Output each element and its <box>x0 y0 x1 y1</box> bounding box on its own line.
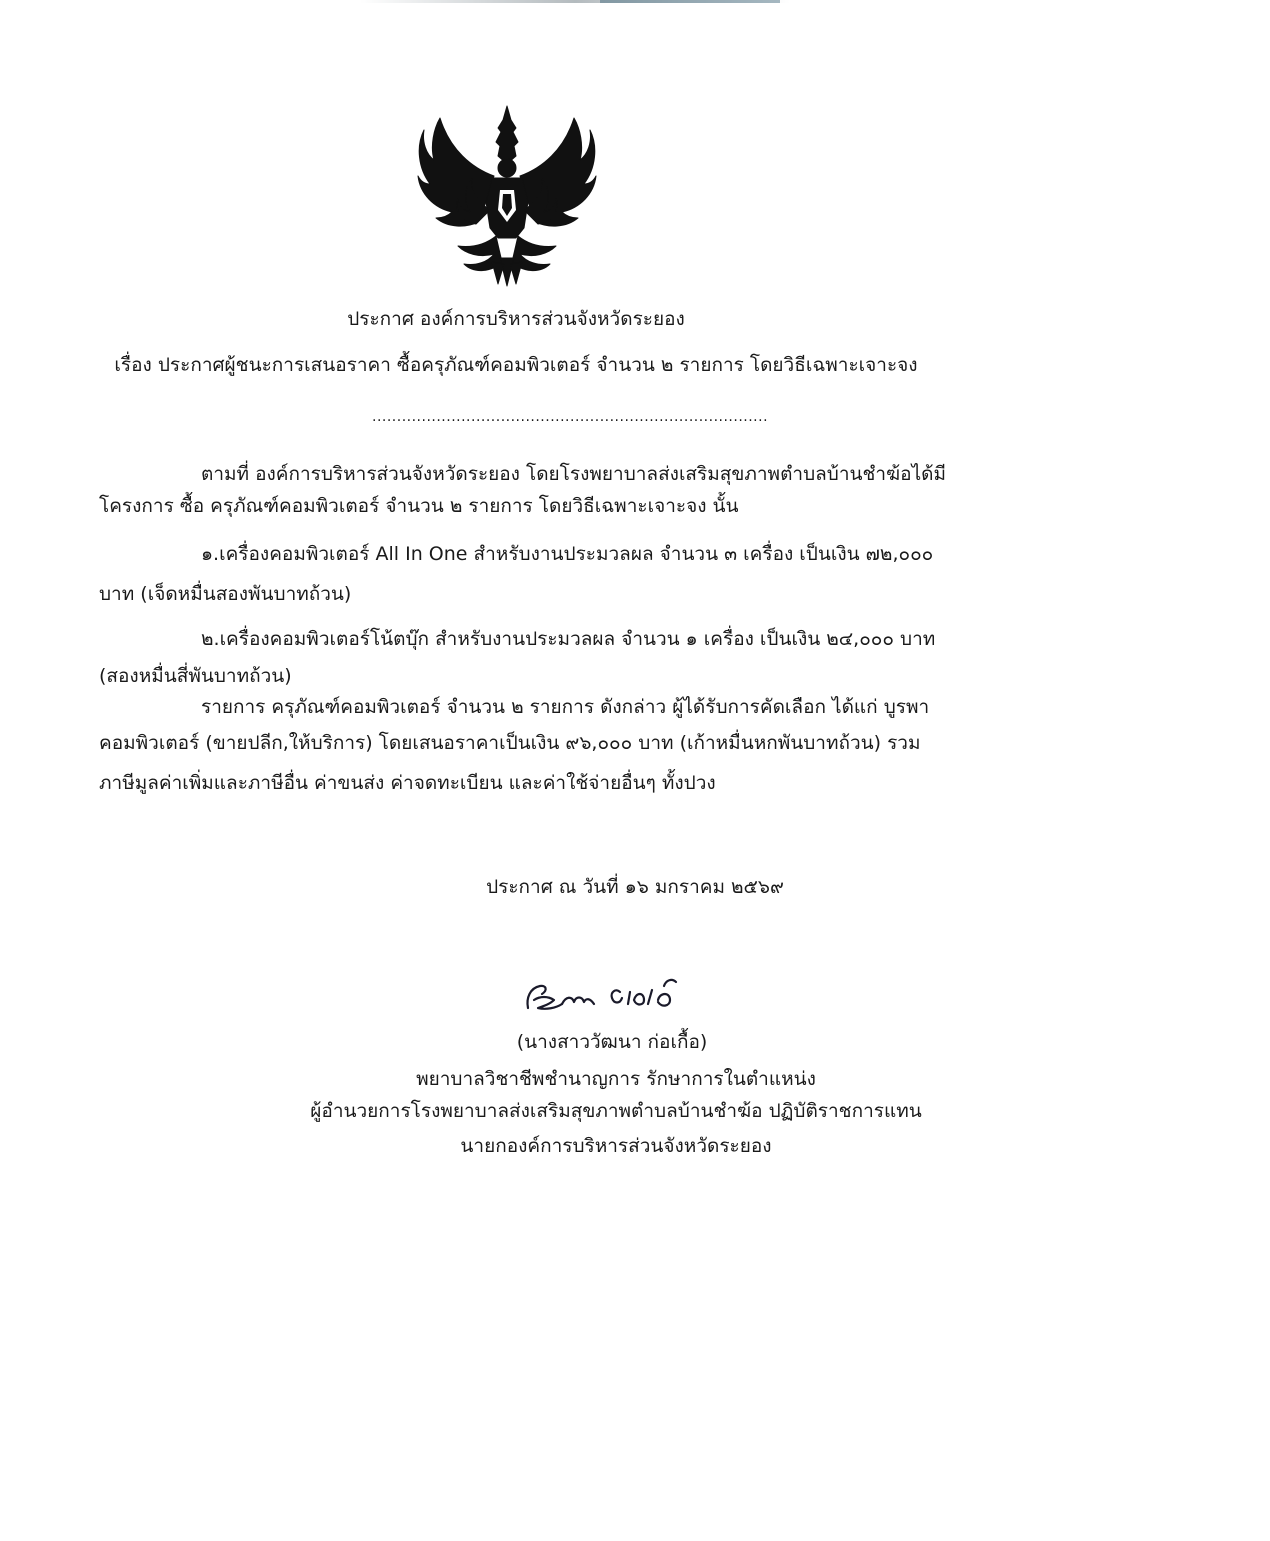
result-line-3: ภาษีมูลค่าเพิ่มและภาษีอื่น ค่าขนส่ง ค่าจดทะเบียน และค่าใช้จ่ายอื่นๆ ทั้งปวง <box>99 772 716 794</box>
body-intro-line-1: ตามที่ องค์การบริหารส่วนจังหวัดระยอง โดยโรงพยาบาลส่งเสริมสุขภาพตำบลบ้านชำฆ้อได้มี <box>201 463 946 485</box>
signer-name: (นางสาววัฒนา ก่อเกื้อ) <box>516 1031 708 1053</box>
result-line-1: รายการ ครุภัณฑ์คอมพิวเตอร์ จำนวน ๒ รายการ ดังกล่าว ผู้ได้รับการคัดเลือก ได้แก่ บูรพา <box>201 696 930 718</box>
signer-position-line-3: นายกองค์การบริหารส่วนจังหวัดระยอง <box>460 1135 772 1157</box>
item-1-line-1: ๑.เครื่องคอมพิวเตอร์ All In One สำหรับงานประมวลผล จำนวน ๓ เครื่อง เป็นเงิน ๗๒,๐๐๐ <box>201 543 934 565</box>
garuda-emblem-icon <box>412 98 602 290</box>
signer-position-line-2: ผู้อำนวยการโรงพยาบาลส่งเสริมสุขภาพตำบลบ้านชำฆ้อ ปฏิบัติราชการแทน <box>310 1100 922 1122</box>
item-1-line-2: บาท (เจ็ดหมื่นสองพันบาทถ้วน) <box>99 583 352 605</box>
signer-position-line-1: พยาบาลวิชาชีพชำนาญการ รักษาการในตำแหน่ง <box>416 1068 816 1090</box>
scan-edge-top-tint <box>600 0 780 3</box>
body-intro-line-2: โครงการ ซื้อ ครุภัณฑ์คอมพิวเตอร์ จำนวน ๒ รายการ โดยวิธีเฉพาะเจาะจง นั้น <box>99 495 739 517</box>
announcement-subject: เรื่อง ประกาศผู้ชนะการเสนอราคา ซื้อครุภัณฑ์คอมพิวเตอร์ จำนวน ๒ รายการ โดยวิธีเฉพาะเจาะจง <box>114 354 918 376</box>
result-line-2: คอมพิวเตอร์ (ขายปลีก,ให้บริการ) โดยเสนอราคาเป็นเงิน ๙๖,๐๐๐ บาท (เก้าหมื่นหกพันบาทถ้วน) รวม <box>99 732 921 754</box>
announcement-title: ประกาศ องค์การบริหารส่วนจังหวัดระยอง <box>347 308 685 330</box>
separator-dots: ................................................................................ <box>372 409 769 425</box>
item-2-line-2: (สองหมื่นสี่พันบาทถ้วน) <box>99 665 292 687</box>
item-2-line-1: ๒.เครื่องคอมพิวเตอร์โน้ตบุ๊ก สำหรับงานประมวลผล จำนวน ๑ เครื่อง เป็นเงิน ๒๔,๐๐๐ บาท <box>201 628 936 650</box>
handwritten-signature <box>520 970 690 1020</box>
announcement-date: ประกาศ ณ วันที่ ๑๖ มกราคม ๒๕๖๙ <box>486 876 784 898</box>
